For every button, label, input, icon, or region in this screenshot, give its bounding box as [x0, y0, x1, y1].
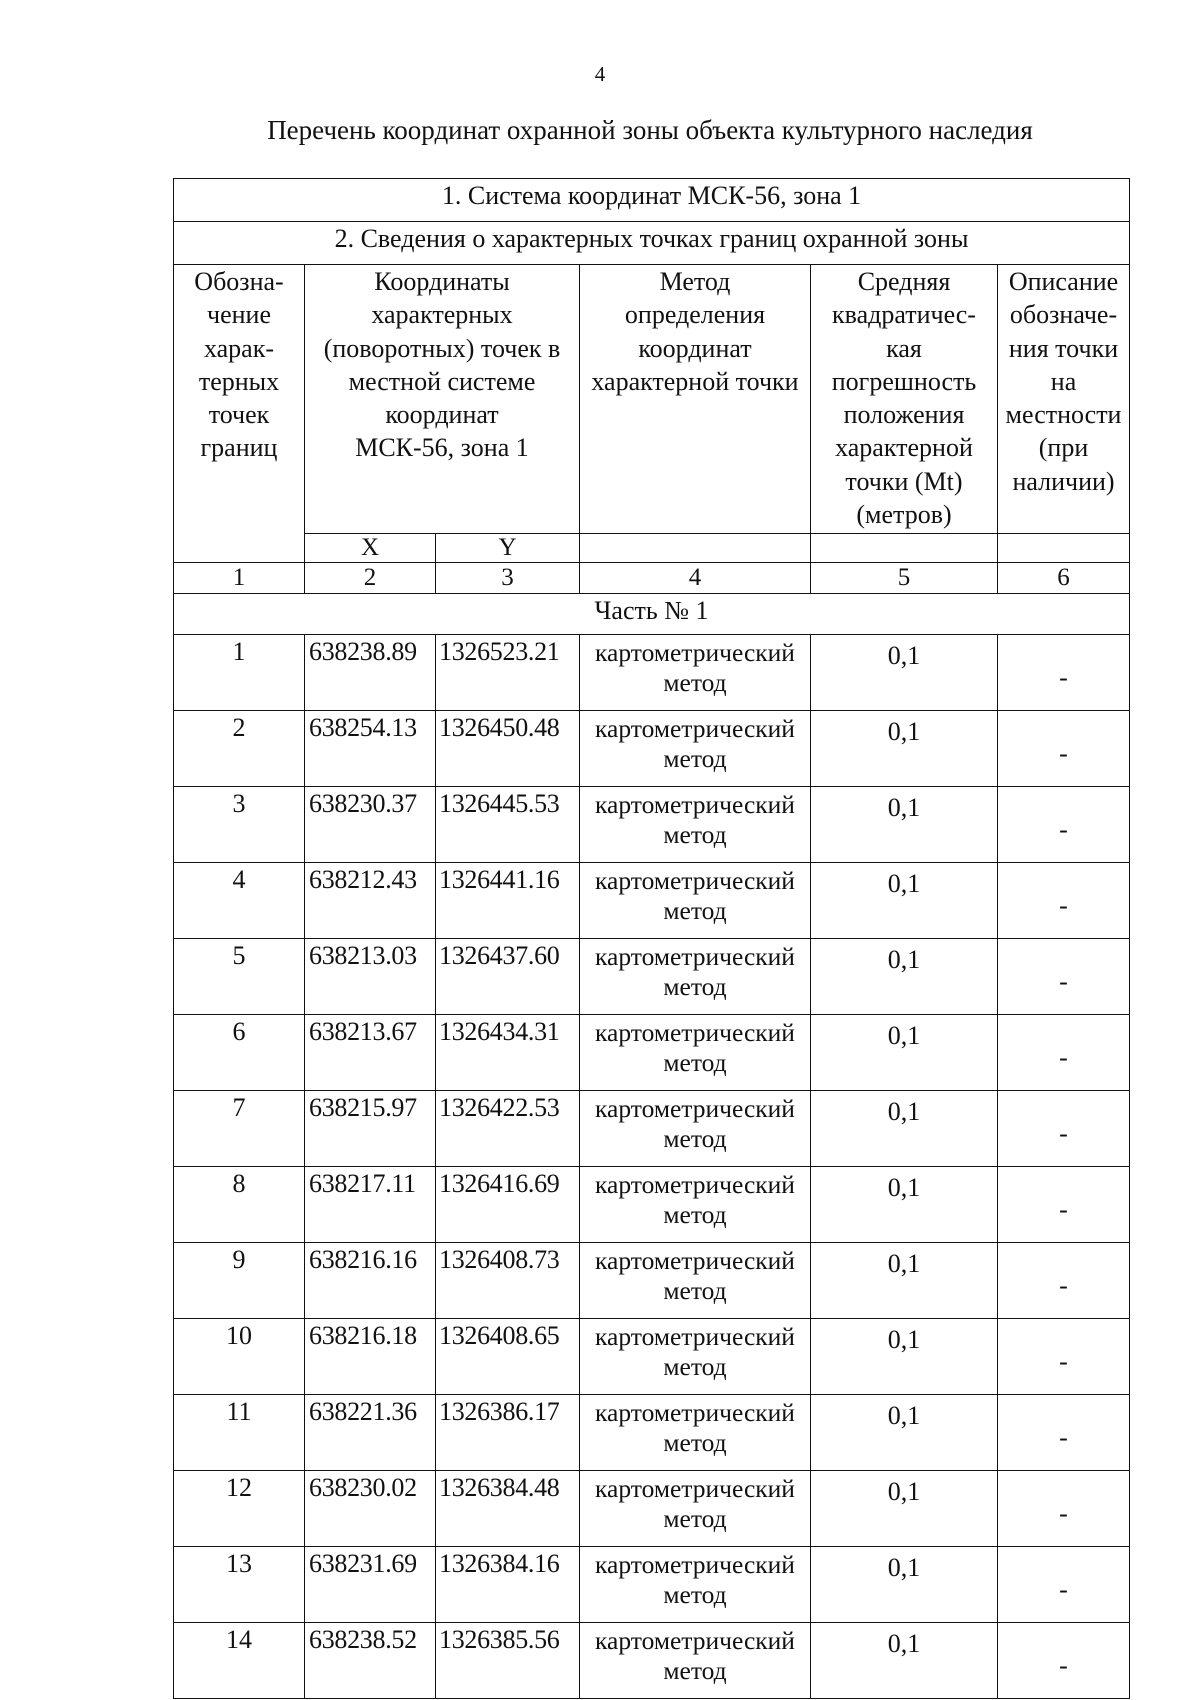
method-line-2: метод	[663, 1580, 727, 1609]
method-cell	[580, 1015, 811, 1091]
error-cell: 0,1	[811, 787, 998, 863]
description-cell: -	[998, 1243, 1130, 1319]
method-cell	[580, 1167, 811, 1243]
point-cell: 12	[174, 1471, 305, 1547]
method-cell	[580, 787, 811, 863]
method-line-1: картометрический	[595, 1094, 795, 1123]
method-cell	[580, 1319, 811, 1395]
x-coordinate-cell: 638212.43	[305, 863, 436, 939]
y-coordinate-cell: 1326384.48	[436, 1471, 580, 1547]
description-cell: -	[998, 1319, 1130, 1395]
points-info-cell: 2. Сведения о характерных точках границ охранной зоны	[174, 222, 1130, 265]
method-cell	[580, 1091, 811, 1167]
coordinate-system-row	[174, 179, 1130, 222]
page-title: Перечень координат охранной зоны объекта культурного наследия	[267, 115, 1033, 145]
table-row	[174, 787, 1130, 863]
y-coordinate-cell: 1326408.73	[436, 1243, 580, 1319]
x-coordinate-cell: 638213.03	[305, 939, 436, 1015]
y-coordinate-cell: 1326416.69	[436, 1167, 580, 1243]
table-row	[174, 1091, 1130, 1167]
method-cell	[580, 1623, 811, 1699]
table-row	[174, 711, 1130, 787]
point-cell: 11	[174, 1395, 305, 1471]
description-cell: -	[998, 1091, 1130, 1167]
table-row	[174, 1167, 1130, 1243]
points-info-row	[174, 222, 1130, 265]
error-cell: 0,1	[811, 1243, 998, 1319]
point-cell: 7	[174, 1091, 305, 1167]
method-line-1: картометрический	[595, 1474, 795, 1503]
y-coordinate-cell: 1326437.60	[436, 939, 580, 1015]
method-line-1: картометрический	[595, 1550, 795, 1579]
error-cell: 0,1	[811, 863, 998, 939]
table-row	[174, 1243, 1130, 1319]
method-line-1: картометрический	[595, 1322, 795, 1351]
part-row	[174, 594, 1130, 635]
x-coordinate-cell: 638238.52	[305, 1623, 436, 1699]
subheader-empty	[998, 534, 1130, 563]
column-number: 3	[436, 563, 580, 594]
table-row	[174, 1319, 1130, 1395]
error-cell: 0,1	[811, 1395, 998, 1471]
method-cell	[580, 939, 811, 1015]
error-cell: 0,1	[811, 1015, 998, 1091]
y-coordinate-cell: 1326445.53	[436, 787, 580, 863]
method-line-2: метод	[663, 668, 727, 697]
description-cell: -	[998, 1015, 1130, 1091]
description-cell: -	[998, 1547, 1130, 1623]
y-coordinate-cell: 1326422.53	[436, 1091, 580, 1167]
coordinate-system-cell: 1. Система координат МСК-56, зона 1	[174, 179, 1130, 222]
subheader-empty	[811, 534, 998, 563]
description-cell: -	[998, 635, 1130, 711]
error-cell: 0,1	[811, 1547, 998, 1623]
table-row	[174, 1015, 1130, 1091]
method-line-2: метод	[663, 1352, 727, 1381]
column-number: 1	[174, 563, 305, 594]
table-row	[174, 939, 1130, 1015]
header-row	[174, 265, 1130, 534]
description-cell: -	[998, 1623, 1130, 1699]
method-cell	[580, 1243, 811, 1319]
method-line-2: метод	[663, 820, 727, 849]
point-cell: 10	[174, 1319, 305, 1395]
method-line-1: картометрический	[595, 942, 795, 971]
y-coordinate-cell: 1326450.48	[436, 711, 580, 787]
column-numbers-row	[174, 563, 1130, 594]
method-line-1: картометрический	[595, 638, 795, 667]
column-number: 4	[580, 563, 811, 594]
x-coordinate-cell: 638238.89	[305, 635, 436, 711]
method-line-2: метод	[663, 1504, 727, 1533]
error-cell: 0,1	[811, 711, 998, 787]
column-number: 6	[998, 563, 1130, 594]
method-cell	[580, 863, 811, 939]
y-coordinate-cell: 1326434.31	[436, 1015, 580, 1091]
method-line-2: метод	[663, 1124, 727, 1153]
method-line-2: метод	[663, 972, 727, 1001]
method-line-2: метод	[663, 1656, 727, 1685]
error-cell: 0,1	[811, 1623, 998, 1699]
method-line-2: метод	[663, 896, 727, 925]
part-label: Часть № 1	[174, 594, 1130, 635]
x-coordinate-cell: 638215.97	[305, 1091, 436, 1167]
method-line-1: картометрический	[595, 1170, 795, 1199]
description-cell: -	[998, 1167, 1130, 1243]
column-number: 2	[305, 563, 436, 594]
x-coordinate-cell: 638217.11	[305, 1167, 436, 1243]
page-number: 4	[594, 62, 606, 86]
x-coordinate-cell: 638216.18	[305, 1319, 436, 1395]
method-line-2: метод	[663, 744, 727, 773]
header-error: Средняя квадратичес- кая погрешность положения характерной точки (Mt) (метров)	[811, 265, 998, 534]
method-cell	[580, 1547, 811, 1623]
column-number: 5	[811, 563, 998, 594]
xy-subheader-row	[174, 534, 1130, 563]
header-method: Метод определения координат характерной точки	[580, 265, 811, 534]
description-cell: -	[998, 711, 1130, 787]
point-cell: 1	[174, 635, 305, 711]
point-cell: 6	[174, 1015, 305, 1091]
method-cell	[580, 711, 811, 787]
description-cell: -	[998, 787, 1130, 863]
method-line-1: картометрический	[595, 790, 795, 819]
method-cell	[580, 1395, 811, 1471]
method-line-1: картометрический	[595, 1398, 795, 1427]
point-cell: 9	[174, 1243, 305, 1319]
method-line-1: картометрический	[595, 1626, 795, 1655]
x-coordinate-cell: 638213.67	[305, 1015, 436, 1091]
point-cell: 3	[174, 787, 305, 863]
method-line-1: картометрический	[595, 1018, 795, 1047]
point-cell: 5	[174, 939, 305, 1015]
header-description: Описание обозначе- ния точки на местности (при наличии)	[998, 265, 1130, 534]
method-line-2: метод	[663, 1048, 727, 1077]
error-cell: 0,1	[811, 1471, 998, 1547]
method-line-1: картометрический	[595, 1246, 795, 1275]
header-point-designation: Обозна- чение харак- терных точек границ	[174, 265, 305, 563]
table-row	[174, 635, 1130, 711]
error-cell: 0,1	[811, 1319, 998, 1395]
y-coordinate-cell: 1326441.16	[436, 863, 580, 939]
y-coordinate-cell: 1326408.65	[436, 1319, 580, 1395]
method-cell	[580, 635, 811, 711]
method-line-2: метод	[663, 1428, 727, 1457]
table-row	[174, 1471, 1130, 1547]
table-row	[174, 1547, 1130, 1623]
method-line-1: картометрический	[595, 866, 795, 895]
point-cell: 2	[174, 711, 305, 787]
point-cell: 14	[174, 1623, 305, 1699]
subheader-empty	[580, 534, 811, 563]
point-cell: 13	[174, 1547, 305, 1623]
y-coordinate-cell: 1326384.16	[436, 1547, 580, 1623]
error-cell: 0,1	[811, 635, 998, 711]
coordinates-table	[173, 178, 1130, 1699]
error-cell: 0,1	[811, 939, 998, 1015]
subheader-y: Y	[436, 534, 580, 563]
point-cell: 4	[174, 863, 305, 939]
description-cell: -	[998, 939, 1130, 1015]
header-coordinates: Координаты характерных (поворотных) точек в местной системе координат МСК-56, зона 1	[305, 265, 580, 534]
x-coordinate-cell: 638230.37	[305, 787, 436, 863]
description-cell: -	[998, 863, 1130, 939]
x-coordinate-cell: 638230.02	[305, 1471, 436, 1547]
method-line-2: метод	[663, 1276, 727, 1305]
x-coordinate-cell: 638216.16	[305, 1243, 436, 1319]
method-line-2: метод	[663, 1200, 727, 1229]
y-coordinate-cell: 1326386.17	[436, 1395, 580, 1471]
table-row	[174, 863, 1130, 939]
x-coordinate-cell: 638254.13	[305, 711, 436, 787]
y-coordinate-cell: 1326385.56	[436, 1623, 580, 1699]
table-row	[174, 1395, 1130, 1471]
x-coordinate-cell: 638221.36	[305, 1395, 436, 1471]
method-cell	[580, 1471, 811, 1547]
description-cell: -	[998, 1471, 1130, 1547]
x-coordinate-cell: 638231.69	[305, 1547, 436, 1623]
subheader-x: X	[305, 534, 436, 563]
error-cell: 0,1	[811, 1091, 998, 1167]
y-coordinate-cell: 1326523.21	[436, 635, 580, 711]
error-cell: 0,1	[811, 1167, 998, 1243]
method-line-1: картометрический	[595, 714, 795, 743]
point-cell: 8	[174, 1167, 305, 1243]
description-cell: -	[998, 1395, 1130, 1471]
table-row	[174, 1623, 1130, 1699]
